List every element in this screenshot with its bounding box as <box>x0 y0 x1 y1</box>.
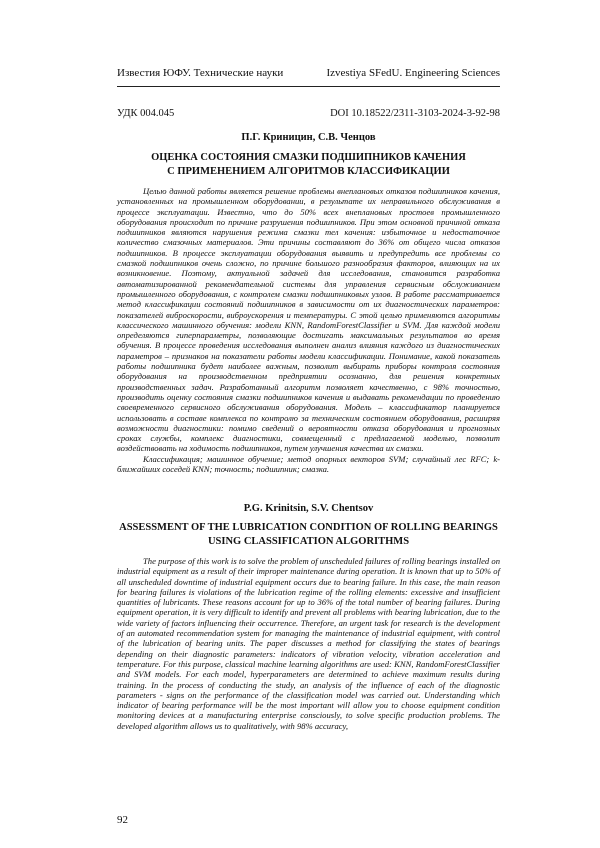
header-divider <box>117 86 500 87</box>
title-ru-line-1: ОЦЕНКА СОСТОЯНИЯ СМАЗКИ ПОДШИПНИКОВ КАЧЕНИЯ <box>151 152 466 163</box>
abstract-ru-text: Целью данной работы является решение проблемы внеплановых отказов подшипников качения, установленных на промышленном оборудовании, в результате их неправильного обслуживания в процессе эксплуатации. Известно, что до 50% всех внеплановых простоев промышленного оборудования происходит по причине разрушения подшипников. При этом основной причиной отказа подшипников являются нарушения режима смазки тел качения: избыточное и недостаточное количество смазочных материалов. Эти причины составляют до 36% от общего числа отказов подшипников. В процессе эксплуатации оборудования выявить и предупредить все проблемы со смазкой подшипников очень сложно, по причине большого разнообразия факторов, влияющих на их возникновение. Поэтому, актуальной задачей для исследования, становится разработка автоматизированной рекомендательной системы для управления сервисным обслуживанием промышленного оборудования, с контролем смазки подшипниковых узлов. В работе рассматривается метод классификации состояний подшипников в зависимости от их диагностических параметров: показателей виброскорости, виброускорения и температуры. С этой целью применяются алгоритмы классического машинного обучения: модели KNN, RandomForestClassifier и SVM. Для каждой модели определяются гиперпараметры, позволяющие достигать максимальных результатов во время обучения. В процессе проведения исследования выполнен анализ влияния каждого из диагностических параметров – признаков на показатели работы модели классификации. Понимание, какой показатель работы подшипника будет наиболее важным, позволит выбирать приборы контроля состояния оборудования на производственном предприятии осознанно, для решения конкретных производственных задач. Разработанный алгоритм позволяет качественно, с 98% точностью, производить оценку состояния смазки подшипников качения и выдавать рекомендации по проведению своевременного сервисного обслуживания оборудования. Модель – классификатор планируется использовать в составе комплекса по контролю за техническим состоянием оборудования, расширяя возможности диагностики: помимо сведений о вероятности отказа оборудования и прогнозных сроках службы, комплекс диагностики, совмещенный с предлагаемой моделью, позволит воздействовать на ходимость подшипников, путем улучшения качества их смазки. <box>117 186 500 454</box>
authors-en: P.G. Krinitsin, S.V. Chentsov <box>243 503 374 514</box>
keywords-ru: Классификация; машинное обучение; метод опорных векторов SVM; случайный лес RFC; k-ближайших соседей KNN; точность; подшипник; смазка. <box>117 453 500 475</box>
doi: DOI 10.18522/2311-3103-2024-3-92-98 <box>330 108 500 119</box>
title-en-line-2: USING CLASSIFICATION ALGORITHMS <box>207 536 410 547</box>
abstract-en <box>117 556 500 731</box>
running-header <box>117 67 500 79</box>
article-meta <box>117 108 500 119</box>
title-en-line-1: ASSESSMENT OF THE LUBRICATION CONDITION OF ROLLING BEARINGS <box>119 522 498 533</box>
abstract-en-text: The purpose of this work is to solve the problem of unscheduled failures of rolling bearings installed on industrial equipment as a result of their improper maintenance during operation. It is known that up to 50% of all unscheduled downtime of industrial equipment occurs due to bearing failure. In this case, the main reason for bearing failures is violations of the lubrication regime of the rolling elements: excessive and insufficient quantities of lubricants. These reasons account for up to 36% of the total number of bearing failures. During equipment operation, it is very difficult to identify and prevent all problems with bearing lubrication, due to the wide variety of factors influencing their occurrence. Therefore, an urgent task for research is the development of an automated recommendation system for managing the maintenance of industrial equipment, with control of the lubrication of bearing units. The paper discusses a method for classifying the states of bearings depending on their diagnostic parameters: indicators of vibration velocity, vibration acceleration and temperature. For this purpose, classical machine learning algorithms are used: KNN, RandomForestClassifier and SVM models. For each model, hyperparameters are determined to achieve maximum results during training. In the process of conducting the study, an analysis of the influence of each of the diagnostic parameters - signs on the performance of the classification model was carried out. Understanding which indicator of bearing performance will be the most important will allow you to choose equipment condition monitoring devices at a manufacturing enterprise consciously, to solve specific production problems. The developed algorithm allows us to qualitatively, with 98% accuracy, <box>117 556 500 731</box>
title-ru-line-2: С ПРИМЕНЕНИЕМ АЛГОРИТМОВ КЛАССИФИКАЦИИ <box>167 166 450 177</box>
journal-name-en: Izvestiya SFedU. Engineering Sciences <box>326 67 500 79</box>
journal-name-ru: Известия ЮФУ. Технические науки <box>117 67 284 79</box>
article-title-ru <box>117 151 500 179</box>
article-title-en <box>117 521 500 549</box>
page-number: 92 <box>117 814 128 826</box>
udc-code: УДК 004.045 <box>117 108 175 119</box>
abstract-ru <box>117 186 500 474</box>
authors-ru: П.Г. Криницин, С.В. Ченцов <box>241 132 376 143</box>
